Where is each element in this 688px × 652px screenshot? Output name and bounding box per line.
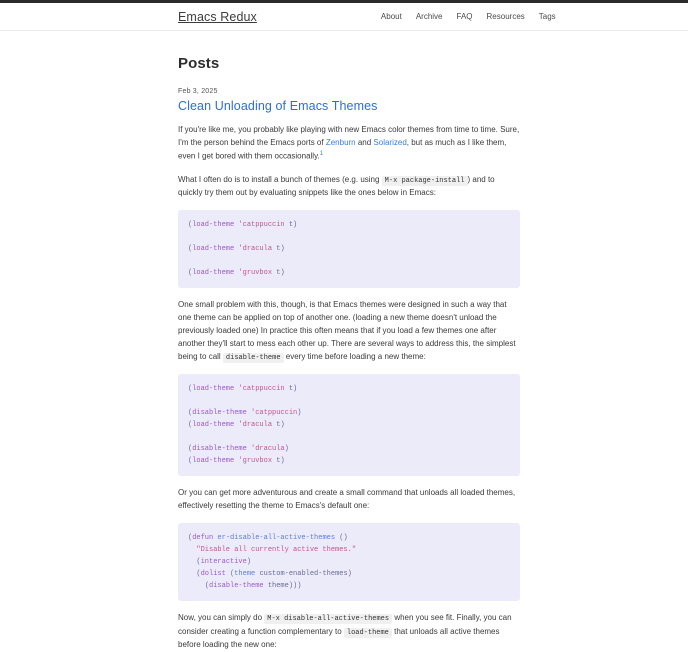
paragraph-conclusion-text-3: that unloads all active themes before loading the new one: — [178, 626, 500, 650]
nav-item-archive[interactable]: Archive — [415, 12, 443, 21]
site-title-link[interactable]: Emacs Redux — [178, 9, 257, 24]
link-zenburn[interactable]: Zenburn — [325, 137, 356, 147]
nav-item-tags[interactable]: Tags — [538, 12, 556, 21]
paragraph-conclusion — [178, 612, 520, 652]
paragraph-problem — [178, 299, 520, 364]
paragraph-adventurous — [178, 487, 520, 513]
post-title-link[interactable]: Clean Unloading of Emacs Themes — [178, 99, 378, 113]
inline-code-load-theme: load-theme — [344, 628, 392, 638]
paragraph-conclusion-text-1: Now, you can simply do — [178, 613, 265, 623]
code-block-disable-then-load — [178, 374, 520, 476]
inline-code-disable-theme: disable-theme — [223, 353, 284, 363]
paragraph-intro-text-2: and — [355, 137, 374, 147]
page-title: Posts — [178, 55, 220, 72]
paragraph-intro-text-1: If you're like me, you probably like playing with new Emacs color themes from time to time. Sure, I'm the person behind the Emacs ports of — [178, 125, 520, 147]
main-nav — [381, 12, 556, 21]
post-date: Feb 3, 2025 — [178, 88, 218, 95]
footnote-ref-1[interactable]: 1 — [319, 150, 324, 157]
site-header — [0, 3, 688, 31]
paragraph-problem-text-2: every time before loading a new theme: — [283, 351, 426, 361]
nav-item-about[interactable]: About — [380, 12, 402, 21]
paragraph-install-text-2: ) and to quickly try them out by evaluating snippets like the ones below in Emacs: — [178, 174, 495, 197]
code-block-disable-then-load-text: (load-theme 'catppuccin t) (disable-theme 'catppuccin) (load-theme 'dracula t) (disable-theme 'dracula) (load-theme 'gruvbox t) — [188, 385, 302, 466]
paragraph-adventurous-text: Or you can get more adventurous and create a small command that unloads all loaded themes, effectively resetting the theme to Emacs's default one: — [178, 488, 516, 511]
paragraph-intro-text-3: , but as much as I like them, even I get bored with them occasionally. — [178, 137, 507, 161]
post-title — [178, 99, 520, 113]
header-inner — [0, 10, 688, 24]
paragraph-intro — [178, 124, 520, 164]
paragraph-install — [178, 174, 520, 200]
code-block-load-themes — [178, 210, 520, 288]
nav-item-resources[interactable]: Resources — [486, 12, 525, 21]
inline-code-package-install: M-x package-install — [382, 176, 468, 186]
link-solarized[interactable]: Solarized — [373, 137, 407, 147]
paragraph-conclusion-text-2: when you see fit. Finally, you can consider creating a function complementary to — [178, 613, 512, 636]
paragraph-problem-text-1: One small problem with this, though, is that Emacs themes were designed in such a way that one theme can be applied on top of another one. (loading a new theme doesn't unload the previously loaded one) In practice this often means that if you load a few themes one after another they'll start to mess each other up. There are several ways to address this, the simplest being to call — [178, 299, 516, 361]
inline-code-disable-all-active-themes: M-x disable-all-active-themes — [264, 614, 392, 624]
code-block-defun-disable-all — [178, 523, 520, 601]
main-content — [0, 31, 688, 652]
code-block-defun-disable-all-text: (defun er-disable-all-active-themes () "Disable all currently active themes." (interactive) (dolist (theme custom-enabled-themes) (disable-theme theme))) — [188, 534, 357, 591]
nav-item-faq[interactable]: FAQ — [456, 12, 473, 21]
paragraph-install-text-1: What I often do is to install a bunch of themes (e.g. using — [178, 174, 382, 184]
code-block-load-themes-text: (load-theme 'catppuccin t) (load-theme 'dracula t) (load-theme 'gruvbox t) — [188, 220, 298, 277]
